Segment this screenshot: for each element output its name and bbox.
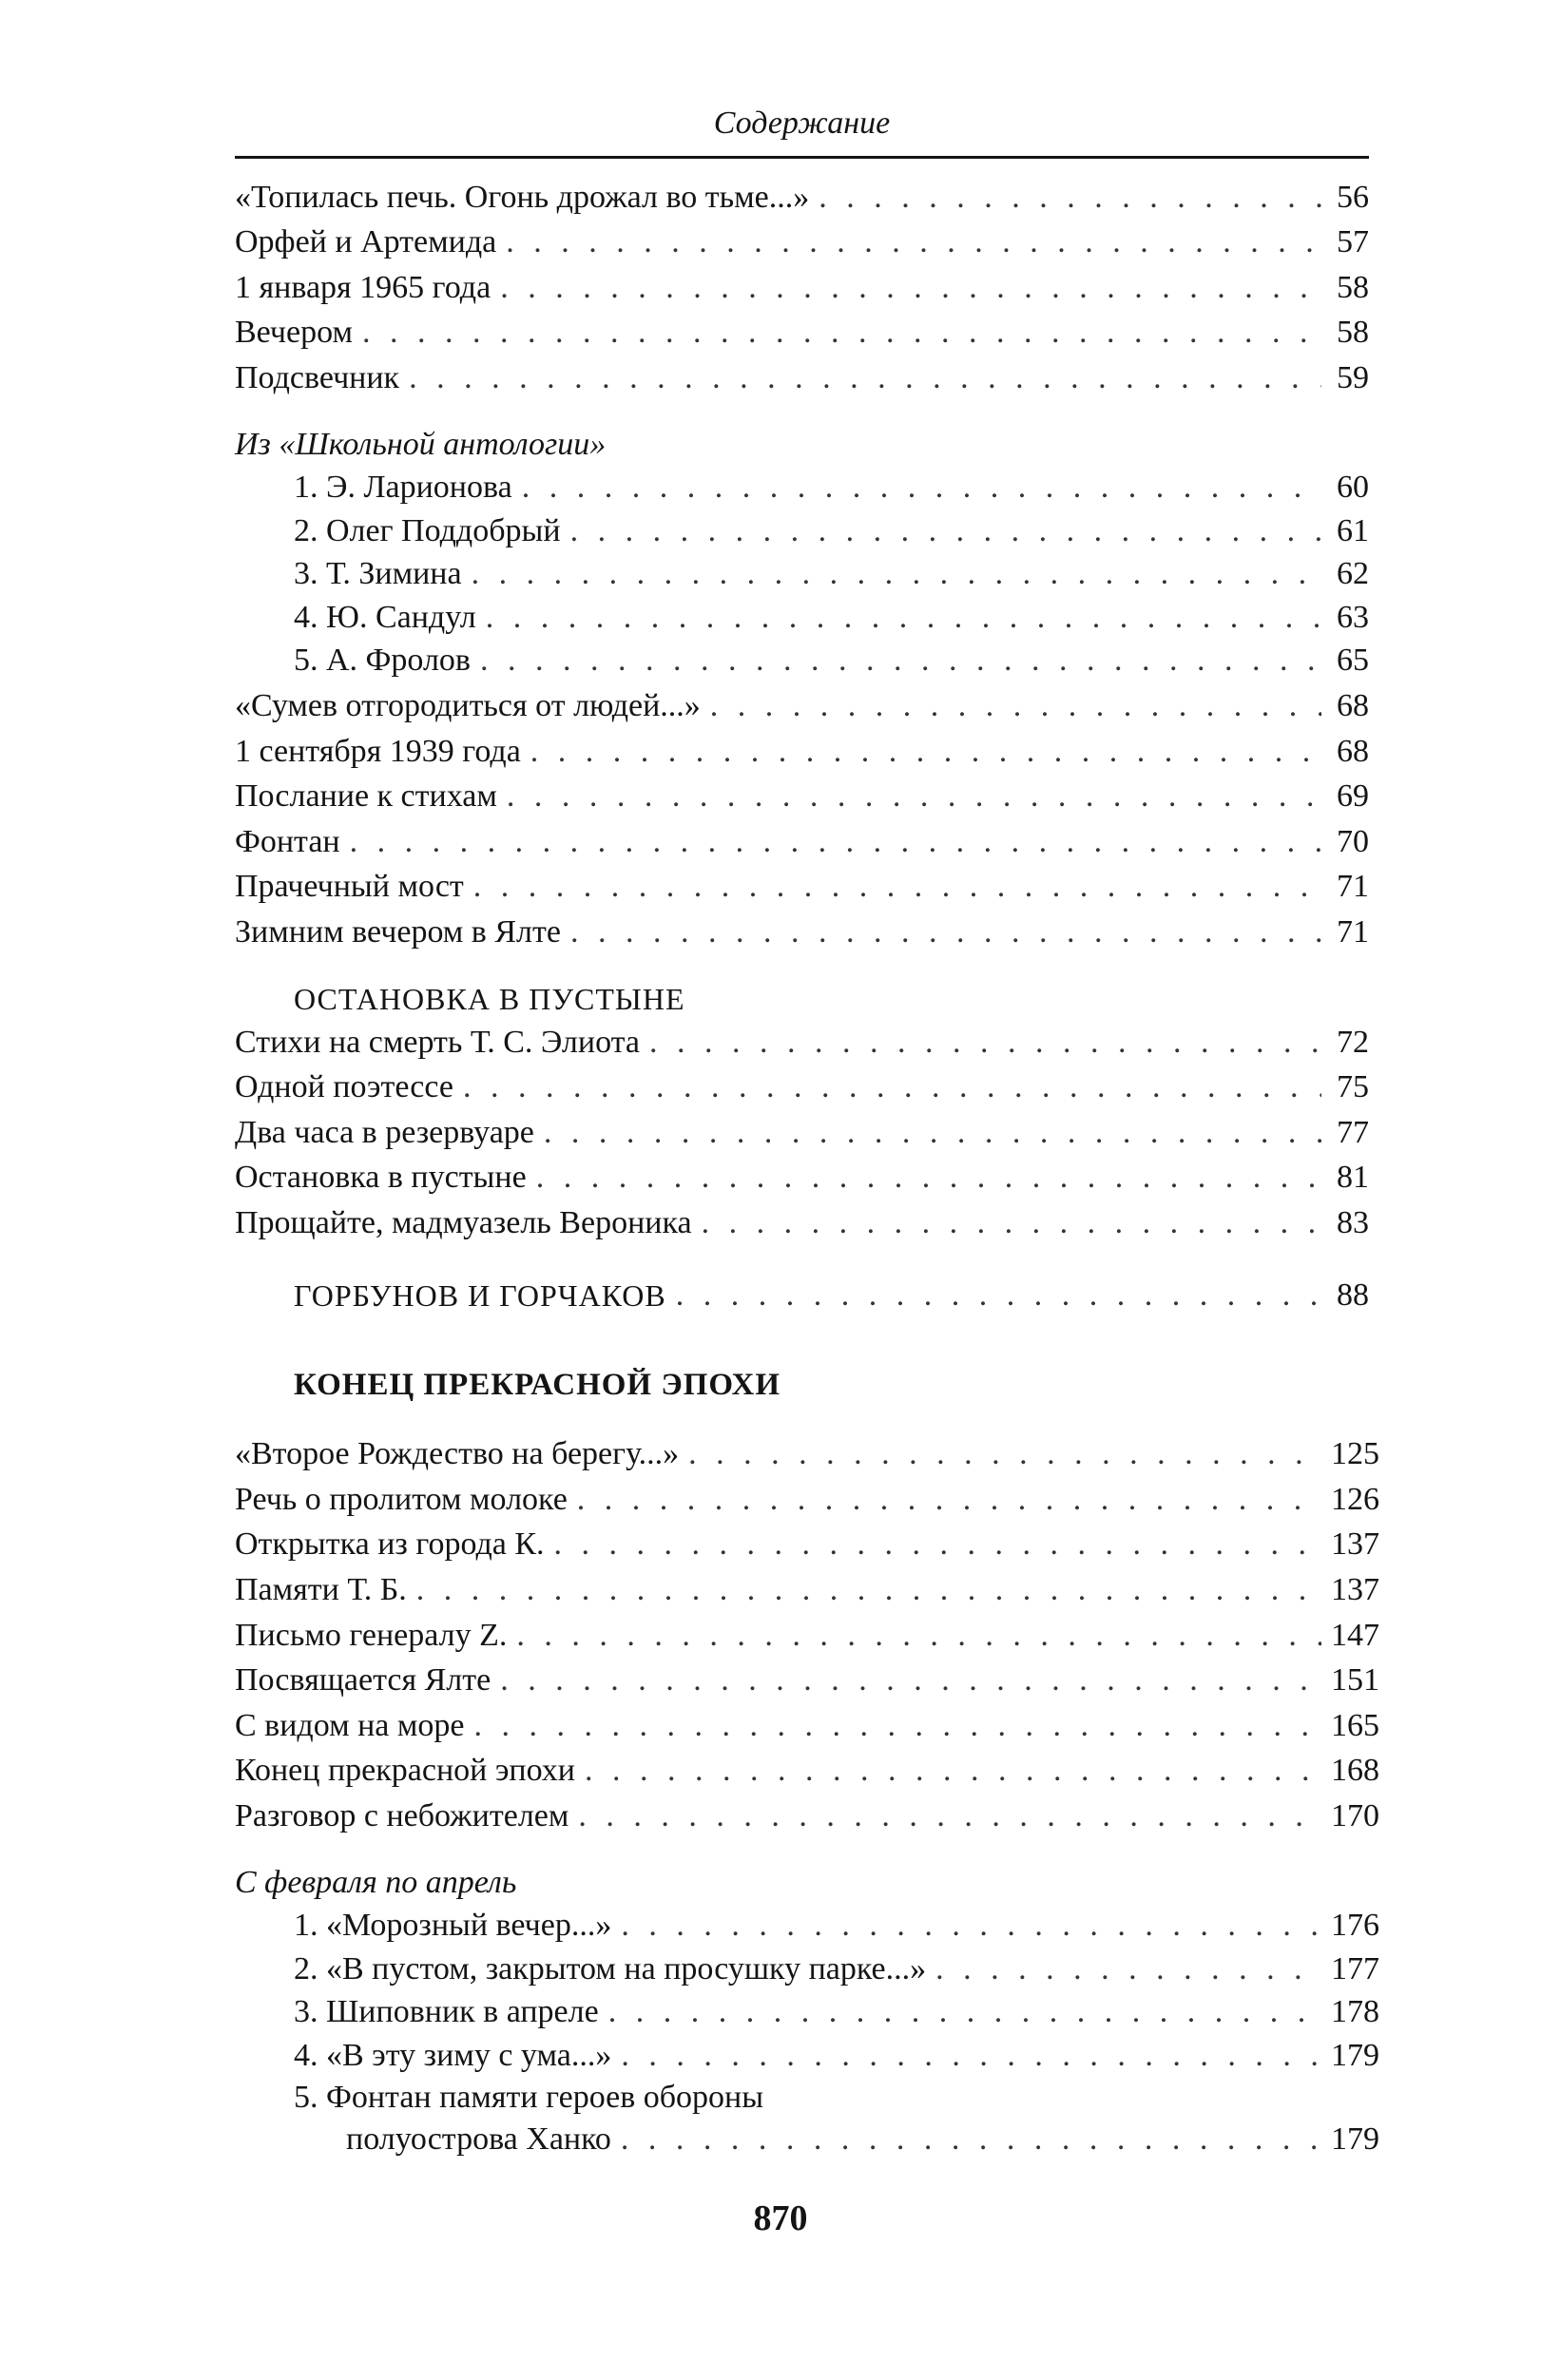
toc-entry: Два часа в резервуаре . . . 77 [235, 1107, 1369, 1153]
group-heading: Из «Школьной антологии» [235, 426, 607, 462]
toc-subentry: 4. Ю. Сандул . . . 63 [235, 594, 1369, 638]
toc-entry: Открытка из города К. . . . 137 [235, 1520, 1369, 1565]
toc-entry: Орфей и Артемида . . . 57 [235, 218, 1369, 263]
toc-entry: Прачечный мост . . . 71 [235, 862, 1369, 908]
toc-entry: Остановка в пустыне . . . 81 [235, 1153, 1369, 1199]
toc-subentry: 3. Т. Зимина . . . 62 [235, 551, 1369, 595]
toc-block-1 [235, 172, 1369, 398]
toc-entry: 1 января 1965 года . . . 58 [235, 262, 1369, 308]
toc-subentry: 1. Э. Ларионова . . . 60 [235, 465, 1369, 509]
toc-entry: Вечером . . . 58 [235, 308, 1369, 354]
toc-subentry-line1: 5. Фонтан памяти героев обороны [294, 2079, 764, 2115]
toc-entry: Посвящается Ялте . . . 151 [235, 1656, 1369, 1701]
toc-subentry: 2. «В пустом, закрытом на просушку парке...» . . . 177 [235, 1946, 1369, 1989]
toc-section-stop [235, 1017, 1369, 1243]
header-rule [235, 156, 1369, 159]
toc-subentry: 4. «В эту зиму с ума...» . . . 179 [235, 2032, 1369, 2076]
toc-entry: Фонтан . . . 70 [235, 816, 1369, 862]
toc-entry: «Сумев отгородиться от людей...» . . . 68 [235, 681, 1369, 726]
toc-page [235, 103, 1379, 2159]
toc-entry: Послание к стихам . . . 69 [235, 772, 1369, 817]
toc-entry: «Второе Рождество на берегу...» . . . 125 [235, 1430, 1369, 1475]
toc-entry: 1 сентября 1939 года . . . 68 [235, 726, 1369, 772]
section-heading-end: КОНЕЦ ПРЕКРАСНОЙ ЭПОХИ [294, 1367, 780, 1402]
toc-entry: С видом на море . . . 165 [235, 1700, 1369, 1746]
toc-subentry: 1. «Морозный вечер...» . . . 176 [235, 1903, 1369, 1947]
toc-subentry-line2: полуострова Ханко . . . 179 [235, 2118, 1369, 2159]
toc-entry-gorbunov: ГОРБУНОВ И ГОРЧАКОВ . . . 88 [235, 1270, 1369, 1315]
group-heading: С февраля по апрель [235, 1864, 517, 1900]
toc-entry: Одной поэтессе . . . 75 [235, 1063, 1369, 1108]
toc-section-end [235, 1430, 1379, 1836]
toc-entry: «Топилась печь. Огонь дрожал во тьме...» . . . 56 [235, 172, 1369, 218]
toc-block-2 [235, 681, 1369, 952]
toc-entry: Памяти Т. Б. . . . 137 [235, 1564, 1369, 1610]
toc-entry: Конец прекрасной эпохи . . . 168 [235, 1746, 1369, 1792]
toc-subentry: 3. Шиповник в апреле . . . 178 [235, 1989, 1369, 2033]
toc-entry: Стихи на смерть Т. С. Элиота . . . 72 [235, 1017, 1369, 1063]
toc-group-1 [235, 465, 1369, 681]
toc-entry: Прощайте, мадмуазель Вероника . . . 83 [235, 1198, 1369, 1243]
section-heading-stop: ОСТАНОВКА В ПУСТЫНЕ [294, 982, 685, 1017]
toc-group-2 [235, 1903, 1379, 2159]
toc-entry: Речь о пролитом молоке . . . 126 [235, 1474, 1369, 1520]
toc-subentry: 5. А. Фролов . . . 65 [235, 638, 1369, 681]
toc-entry: Подсвечник . . . 59 [235, 353, 1369, 398]
toc-entry: Зимним вечером в Ялте . . . 71 [235, 907, 1369, 952]
toc-entry: Разговор с небожителем . . . 170 [235, 1791, 1369, 1836]
page-number: 870 [753, 2198, 808, 2238]
toc-entry: Письмо генералу Z. . . . 147 [235, 1610, 1369, 1656]
toc-subentry: 2. Олег Поддобрый . . . 61 [235, 508, 1369, 551]
running-header: Содержание [713, 106, 891, 141]
